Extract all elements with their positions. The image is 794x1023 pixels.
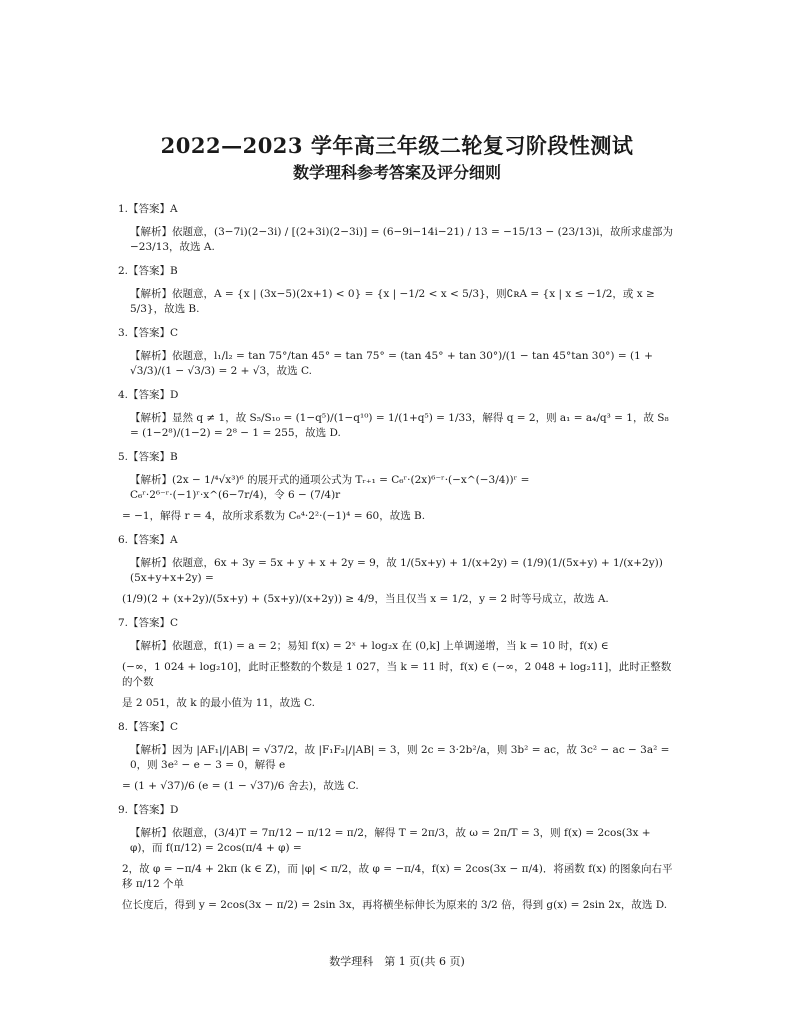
analysis-7: 【解析】依题意，f(1) = a = 2；易知 f(x) = 2ˣ + log₂x 在 (0,k] 上单调递增，当 k = 10 时，f(x) ∈	[130, 640, 609, 652]
answer-8: 8.【答案】C	[118, 721, 179, 733]
analysis-3: 【解析】依题意，l₁/l₂ = tan 75°/tan 45° = tan 75° = (tan 45° + tan 30°)/(1 − tan 45°tan 30°) = (1 + √3/3)/(1 − √3/3) = 2 + √3，故选 C.	[130, 350, 653, 377]
answer-3: 3.【答案】C	[118, 327, 179, 339]
analysis-6-cont: (1/9)(2 + (x+2y)/(5x+y) + (5x+y)/(x+2y)) ≥ 4/9，当且仅当 x = 1/2，y = 2 时等号成立，故选 A.	[122, 593, 609, 605]
analysis-8: 【解析】因为 |AF₁|/|AB| = √37/2，故 |F₁F₂|/|AB| = 3，则 2c = 3·2b²/a，则 3b² = ac，故 3c² − ac − 3a² = 0，则 3e² − e − 3 = 0，解得 e	[130, 744, 670, 771]
answer-6: 6.【答案】A	[118, 534, 178, 546]
page-title: 2022—2023 学年高三年级二轮复习阶段性测试	[160, 133, 634, 158]
answer-9: 9.【答案】D	[118, 804, 179, 816]
analysis-5: 【解析】(2x − 1/⁴√x³)⁶ 的展开式的通项公式为 Tᵣ₊₁ = C₆ʳ·(2x)⁶⁻ʳ·(−x^(−3/4))ʳ = C₆ʳ·2⁶⁻ʳ·(−1)ʳ·x^(6−7r/4)，令 6 − (7/4)r	[130, 474, 530, 501]
answer-5: 5.【答案】B	[118, 451, 178, 463]
answer-2: 2.【答案】B	[118, 265, 178, 277]
answer-1: 1.【答案】A	[118, 203, 178, 215]
answer-list	[118, 202, 674, 969]
analysis-2: 【解析】依题意，A = {x | (3x−5)(2x+1) < 0} = {x | −1/2 < x < 5/3}，则∁ʀA = {x | x ≤ −1/2，或 x ≥ 5/3}，故选 B.	[130, 288, 655, 315]
page-subtitle: 数学理科参考答案及评分细则	[292, 163, 501, 182]
analysis-4: 【解析】显然 q ≠ 1，故 S₅/S₁₀ = (1−q⁵)/(1−q¹⁰) = 1/(1+q⁵) = 1/33，解得 q = 2，则 a₁ = a₄/q³ = 1，故 S₈ = (1−2⁸)/(1−2) = 2⁸ − 1 = 255，故选 D.	[130, 412, 669, 439]
analysis-9-cont1: 2，故 φ = −π/4 + 2kπ (k ∈ Z)，而 |φ| < π/2，故 φ = −π/4，f(x) = 2cos(3x − π/4)．将函数 f(x) 的图象向右平移 π/12 个单	[122, 863, 673, 890]
analysis-6: 【解析】依题意，6x + 3y = 5x + y + x + 2y = 9，故 1/(5x+y) + 1/(x+2y) = (1/9)(1/(5x+y) + 1/(x+2y))(5x+y+x+2y) =	[130, 557, 663, 584]
answer-7: 7.【答案】C	[118, 617, 179, 629]
analysis-7-cont1: (−∞，1 024 + log₂10]，此时正整数的个数是 1 027，当 k = 11 时，f(x) ∈ (−∞，2 048 + log₂11]，此时正整数的个数	[122, 661, 672, 688]
analysis-8-cont: = (1 + √37)/6 (e = (1 − √37)/6 舍去)，故选 C.	[122, 780, 359, 792]
analysis-7-cont2: 是 2 051，故 k 的最小值为 11，故选 C.	[122, 697, 315, 709]
analysis-9-cont2: 位长度后，得到 y = 2cos(3x − π/2) = 2sin 3x，再将横坐标伸长为原来的 3/2 倍，得到 g(x) = 2sin 2x，故选 D.	[122, 899, 668, 911]
analysis-5-cont: = −1，解得 r = 4，故所求系数为 C₆⁴·2²·(−1)⁴ = 60，故选 B.	[122, 510, 426, 522]
page-footer: 数学理科 第 1 页(共 6 页)	[329, 955, 465, 968]
answer-4: 4.【答案】D	[118, 389, 179, 401]
analysis-9: 【解析】依题意，(3/4)T = 7π/12 − π/12 = π/2，解得 T = 2π/3，故 ω = 2π/T = 3，则 f(x) = 2cos(3x + φ)，而 f(π/12) = 2cos(π/4 + φ) =	[130, 827, 651, 854]
analysis-1: 【解析】依题意，(3−7i)(2−3i) / [(2+3i)(2−3i)] = (6−9i−14i−21) / 13 = −15/13 − (23/13)i，故所求虚部为 −23/13，故选 A.	[130, 226, 673, 253]
